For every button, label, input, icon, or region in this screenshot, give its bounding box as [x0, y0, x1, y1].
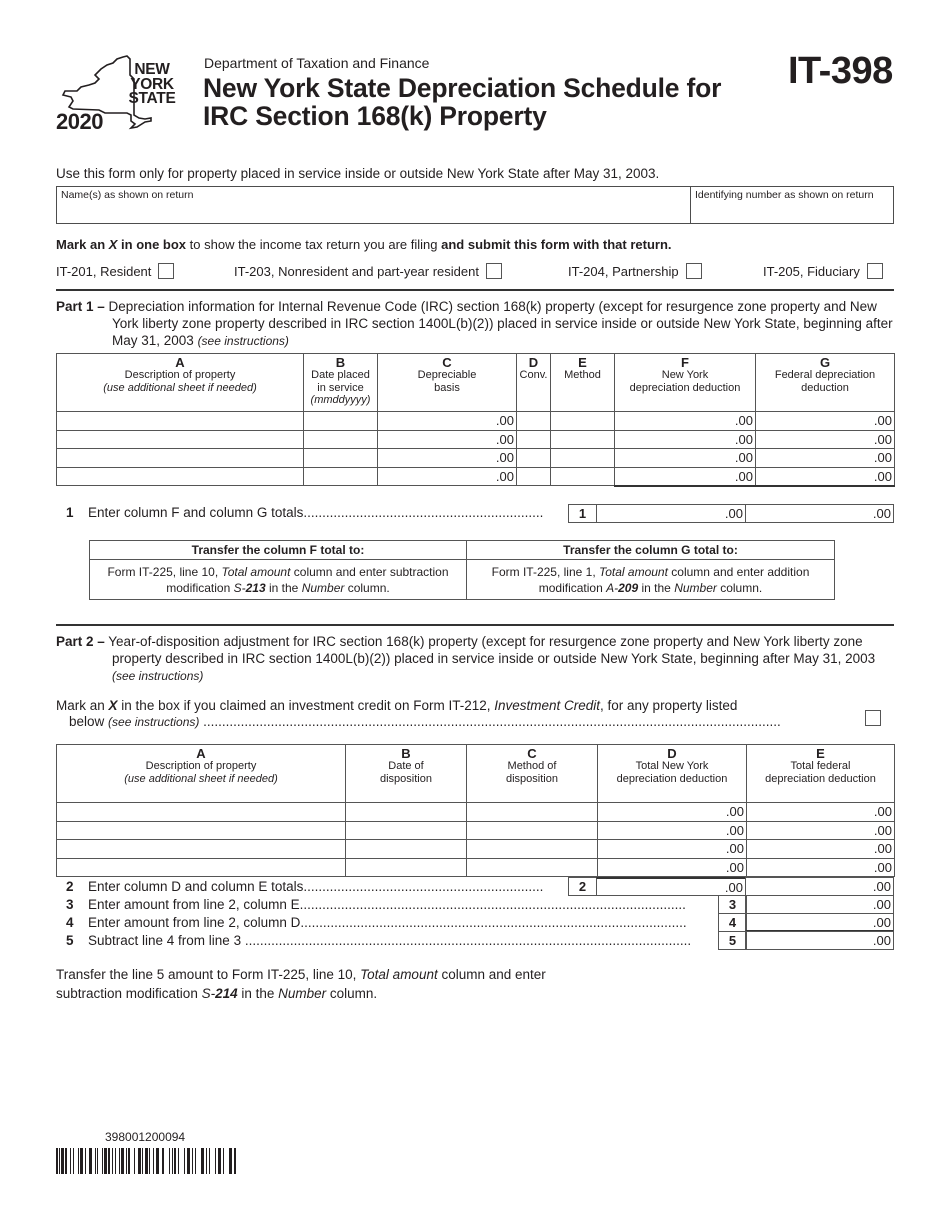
method-cell[interactable] [551, 412, 615, 431]
form-number: IT-398 [788, 50, 893, 92]
logo-line1: NEW [134, 61, 170, 78]
description-cell[interactable] [57, 467, 304, 486]
method-disposition-cell[interactable] [467, 840, 598, 859]
federal-deduction-cell[interactable]: .00 [747, 821, 895, 840]
option-it201 [56, 263, 174, 279]
transfer-f-text: Form IT-225, line 10, Total amount column and enter subtraction modification S-213 in the Number column. [90, 560, 467, 600]
date-placed-cell[interactable] [304, 467, 378, 486]
line2-box-number: 2 [568, 877, 597, 896]
col-d-header: D Conv. [517, 354, 551, 412]
federal-deduction-cell[interactable]: .00 [747, 858, 895, 877]
form-title-line2: IRC Section 168(k) Property [203, 101, 547, 131]
option-it205 [763, 263, 883, 279]
option-label: IT-203, Nonresident and part-year resident [234, 263, 479, 279]
transfer-f-header: Transfer the column F total to: [90, 541, 467, 560]
table-row [57, 840, 895, 859]
description-cell[interactable] [57, 840, 346, 859]
description-cell[interactable] [57, 821, 346, 840]
name-label: Name(s) as shown on return [61, 189, 194, 201]
conv-cell[interactable] [517, 467, 551, 486]
checkbox-it204[interactable] [686, 263, 702, 279]
line5-value[interactable]: .00 [745, 931, 894, 950]
col-g-header: G Federal depreciation deduction [756, 354, 895, 412]
ny-deduction-cell[interactable]: .00 [598, 821, 747, 840]
ny-deduction-cell[interactable]: .00 [598, 840, 747, 859]
barcode-icon [56, 1148, 238, 1174]
col-a-header: A Description of property (use additional sheet if needed) [57, 745, 346, 803]
col-d-header: D Total New York depreciation deduction [598, 745, 747, 803]
intro-text: Use this form only for property placed in service inside or outside New York State after May 31, 2003. [56, 166, 660, 181]
date-disposition-cell[interactable] [346, 821, 467, 840]
method-disposition-cell[interactable] [467, 821, 598, 840]
id-input[interactable] [693, 202, 891, 222]
col-a-header: A Description of property (use additional sheet if needed) [57, 354, 304, 412]
checkbox-it201[interactable] [158, 263, 174, 279]
divider [690, 187, 691, 223]
ny-deduction-cell[interactable]: .00 [615, 467, 756, 486]
description-cell[interactable] [57, 449, 304, 468]
method-disposition-cell[interactable] [467, 858, 598, 877]
logo-line2: YORK [130, 75, 174, 93]
ny-deduction-cell[interactable]: .00 [615, 430, 756, 449]
id-label: Identifying number as shown on return [695, 189, 874, 201]
table-row [57, 803, 895, 822]
barcode-number: 398001200094 [105, 1130, 186, 1144]
conv-cell[interactable] [517, 412, 551, 431]
nys-logo [55, 55, 185, 133]
table-row [57, 467, 895, 486]
section-divider [56, 289, 894, 291]
federal-deduction-cell[interactable]: .00 [756, 430, 895, 449]
line4-box-number: 4 [718, 913, 747, 932]
part2-table [56, 744, 895, 877]
ny-deduction-cell[interactable]: .00 [598, 803, 747, 822]
method-cell[interactable] [551, 430, 615, 449]
section-divider [56, 624, 894, 626]
name-input[interactable] [59, 202, 687, 222]
federal-deduction-cell[interactable]: .00 [747, 803, 895, 822]
date-placed-cell[interactable] [304, 449, 378, 468]
option-label: IT-201, Resident [56, 263, 152, 279]
line1-f-total[interactable]: .00 [596, 504, 746, 523]
col-c-header: C Method of disposition [467, 745, 598, 803]
transfer-g-text: Form IT-225, line 1, Total amount column and enter addition modification A-209 in the Number column. [467, 560, 835, 600]
line3-box-number: 3 [718, 895, 747, 914]
line2-label: 2 Enter column D and column E totals................................................................ [66, 879, 544, 894]
table-row [57, 412, 895, 431]
col-b-header: B Date of disposition [346, 745, 467, 803]
basis-cell[interactable]: .00 [378, 412, 517, 431]
line5-box-number: 5 [718, 931, 747, 950]
line4-label: 4 Enter amount from line 2, column D....................................................................................................... [66, 915, 687, 930]
line3-value[interactable]: .00 [745, 895, 894, 914]
description-cell[interactable] [57, 430, 304, 449]
col-e-header: E Total federal depreciation deduction [747, 745, 895, 803]
col-c-header: C Depreciable basis [378, 354, 517, 412]
date-disposition-cell[interactable] [346, 803, 467, 822]
ny-deduction-cell[interactable]: .00 [598, 858, 747, 877]
line1-g-total[interactable]: .00 [745, 504, 894, 523]
method-cell[interactable] [551, 449, 615, 468]
federal-deduction-cell[interactable]: .00 [756, 412, 895, 431]
table-header-row [57, 354, 895, 412]
option-it203 [234, 263, 502, 279]
col-f-header: F New York depreciation deduction [615, 354, 756, 412]
option-it204 [568, 263, 702, 279]
description-cell[interactable] [57, 803, 346, 822]
barcode [56, 1148, 238, 1174]
ny-deduction-cell[interactable]: .00 [615, 449, 756, 468]
federal-deduction-cell[interactable]: .00 [756, 467, 895, 486]
date-disposition-cell[interactable] [346, 858, 467, 877]
col-b-header: B Date placed in service (mmddyyyy) [304, 354, 378, 412]
part1-table [56, 353, 895, 487]
basis-cell[interactable]: .00 [378, 449, 517, 468]
basis-cell[interactable]: .00 [378, 467, 517, 486]
conv-cell[interactable] [517, 449, 551, 468]
date-disposition-cell[interactable] [346, 840, 467, 859]
return-type-instructions: Mark an X in one box to show the income tax return you are filing and submit this form with that return. [56, 237, 672, 252]
line2-e-total[interactable]: .00 [745, 877, 894, 896]
method-disposition-cell[interactable] [467, 803, 598, 822]
part1-description: Part 1 – Depreciation information for Internal Revenue Code (IRC) section 168(k) property (except for resurgence zone property and New York liberty zone property described in IRC section 1400L(b)(2)) placed in service inside or outside New York State, beginning after May 31, 2003 (see instructions) [56, 299, 893, 348]
part2-description: Part 2 – Year-of-disposition adjustment for IRC section 168(k) property (except for resurgence zone property and New York liberty zone property described in IRC section 1400L(b)(2)) placed in service inside or outside New York State, beginning after May 31, 2003 (see instructions) [56, 634, 876, 683]
table-row [57, 449, 895, 468]
checkbox-it205[interactable] [867, 263, 883, 279]
line4-value[interactable]: .00 [745, 913, 894, 932]
ny-deduction-cell[interactable]: .00 [615, 412, 756, 431]
conv-cell[interactable] [517, 430, 551, 449]
line5-transfer-instructions: Transfer the line 5 amount to Form IT-225, line 10, Total amount column and enter subtraction modification S-214 in the Number column. [56, 967, 546, 1001]
federal-deduction-cell[interactable]: .00 [756, 449, 895, 468]
line3-label: 3 Enter amount from line 2, column E....................................................................................................... [66, 897, 686, 912]
federal-deduction-cell[interactable]: .00 [747, 840, 895, 859]
line1-box-number: 1 [568, 504, 597, 523]
form-title [203, 74, 721, 130]
description-cell[interactable] [57, 858, 346, 877]
option-label: IT-205, Fiduciary [763, 263, 860, 279]
table-header-row [57, 745, 895, 803]
name-id-box [56, 186, 894, 224]
date-placed-cell[interactable] [304, 412, 378, 431]
description-cell[interactable] [57, 412, 304, 431]
logo-year: 2020 [56, 109, 103, 134]
method-cell[interactable] [551, 467, 615, 486]
table-row [57, 821, 895, 840]
table-row [57, 858, 895, 877]
form-title-line1: New York State Depreciation Schedule for [203, 73, 722, 103]
line5-label: 5 Subtract line 4 from line 3 ....................................................................................................................... [66, 933, 692, 948]
investment-credit-question: Mark an X in the box if you claimed an investment credit on Form IT-212, Investment Credit, for any property listed below (see instructions) .......................................................................................................................................................... [56, 698, 781, 729]
table-row [57, 430, 895, 449]
date-placed-cell[interactable] [304, 430, 378, 449]
logo-line3: STATE [128, 90, 176, 107]
department-name: Department of Taxation and Finance [204, 55, 430, 71]
checkbox-it203[interactable] [486, 263, 502, 279]
col-e-header: E Method [551, 354, 615, 412]
transfer-g-header: Transfer the column G total to: [467, 541, 835, 560]
investment-credit-checkbox[interactable] [865, 710, 881, 726]
line1-label: 1 Enter column F and column G totals................................................................ [66, 505, 544, 520]
line2-d-total[interactable]: .00 [596, 877, 746, 896]
basis-cell[interactable]: .00 [378, 430, 517, 449]
option-label: IT-204, Partnership [568, 263, 679, 279]
transfer-table [89, 540, 835, 600]
